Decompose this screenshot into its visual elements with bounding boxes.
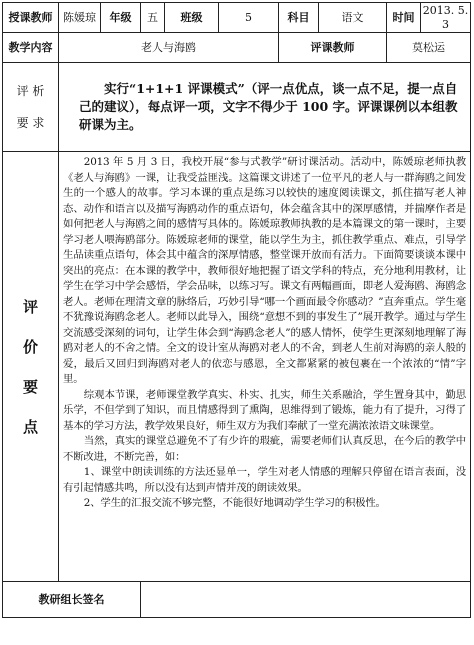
evaluation-label-char-4: 点 — [22, 417, 38, 436]
grade-value: 五 — [141, 3, 165, 33]
evaluation-row — [3, 152, 471, 582]
content-value: 老人与海鸥 — [59, 33, 279, 63]
form-table — [2, 2, 471, 618]
signature-label: 教研组长签名 — [3, 582, 141, 618]
requirements-row — [3, 63, 471, 152]
evaluation-cell — [59, 152, 471, 582]
teacher-label: 授课教师 — [3, 3, 59, 33]
evaluation-label — [3, 152, 59, 582]
requirements-label-top: 评 析 — [16, 83, 45, 98]
evaluation-label-char-1: 评 — [22, 297, 38, 316]
requirements-label-bottom: 要 求 — [16, 116, 45, 130]
requirements-text: 实行“1+1+1 评课模式”（评一点优点，谈一点不足，提一点自己的建议），每点评一项，文字不得少于 100 字。评课课例以本组教研课为主。 — [79, 81, 458, 132]
time-label: 时间 — [387, 3, 421, 33]
evaluation-paragraph: 当然，真实的课堂总避免不了有少许的瑕疵，需要老师们认真反思，在今后的教学中不断改进，不断完善，如： — [63, 435, 466, 463]
teacher-value: 陈媛琼 — [59, 3, 101, 33]
evaluation-paragraph: 综观本节课，老师课堂教学真实、朴实、扎实，师生关系融洽，学生置身其中，勤思乐学，不但学到了知识，而且情感得到了熏陶，思维得到了锻炼，能力有了提升，习得了基本的学习方法，教学效果良好，师生双方为我们奉献了一堂充满浓浓语文味课堂。 — [63, 388, 466, 432]
content-row — [3, 33, 471, 63]
evaluation-label-char-2: 价 — [22, 337, 38, 356]
time-value: 2013. 5. 3 — [421, 3, 471, 33]
grade-label: 年级 — [101, 3, 141, 33]
evaluator-label: 评课教师 — [279, 33, 387, 63]
evaluation-paragraph: 1、课堂中朗读训练的方法还显单一，学生对老人情感的理解只停留在语言表面，没有引起情感共鸣，所以没有达到声情并茂的朗读效果。 — [63, 466, 466, 494]
content-label: 教学内容 — [3, 33, 59, 63]
evaluation-label-char-3: 要 — [22, 377, 38, 396]
class-value: 5 — [219, 3, 279, 33]
evaluator-value: 莫松运 — [387, 33, 471, 63]
requirements-cell — [59, 63, 471, 152]
signature-row — [3, 582, 471, 618]
subject-label: 科目 — [279, 3, 319, 33]
evaluation-paragraph: 2013 年 5 月 3 日，我校开展“参与式教学”研讨课活动。活动中，陈媛琼老师执教《老人与海鸥》一课，让我受益匪浅。这篇课文讲述了一位平凡的老人与一群海鸥之间发生的一个感人的故事。学习本课的重点是练习以较快的速度阅读课文，抓住描写老人神态、动作和语言以及描写海鸥动作的重点语句，体会蕴含其中的深厚感情，并揣摩作者是如何把老人与海鸥之间的感情写具体的。陈媛琼教师执教的是本篇课文的第一课时，主要学习老人喂海鸥部分。陈媛琼老师的课堂，能以学生为主，抓住教学重点、难点，引导学生品读重点语句，体会其中蕴含的深厚情感，整堂课开放而有活力。下面简要谈谈本课中突出的亮点：在本课的教学中，教师很好地把握了语文学科的特点，充分地利用教材，让学生在学习中学会感悟，学会品味，以练习写。课文有两幅画面，即老人爱海鸥、海鸥念老人。老师在理清文章的脉络后，巧妙引导“哪一个画面最令你感动？”直奔重点。学生毫不犹豫说海鸥念老人。老师以此导入，围绕“意想不到的事发生了”展开教学。通过与学生交流感受深刻的词句，让学生体会到“海鸥念老人”的感人情怀，使学生更深刻地理解了海鸥对老人的不舍之情。全文的设计室从海鸥对老人的不舍，到老人生前对海鸥的亲人般的爱，最后又回归到海鸥对老人的依恋与感恩，全文都紧紧的被包裹在一个浓浓的“情”字里。 — [63, 156, 466, 385]
header-row — [3, 3, 471, 33]
requirements-label — [3, 63, 59, 152]
signature-field[interactable] — [141, 582, 471, 618]
class-label: 班级 — [165, 3, 219, 33]
subject-value: 语文 — [319, 3, 387, 33]
evaluation-paragraph: 2、学生的汇报交流不够完整，不能很好地调动学生学习的积极性。 — [83, 497, 386, 509]
